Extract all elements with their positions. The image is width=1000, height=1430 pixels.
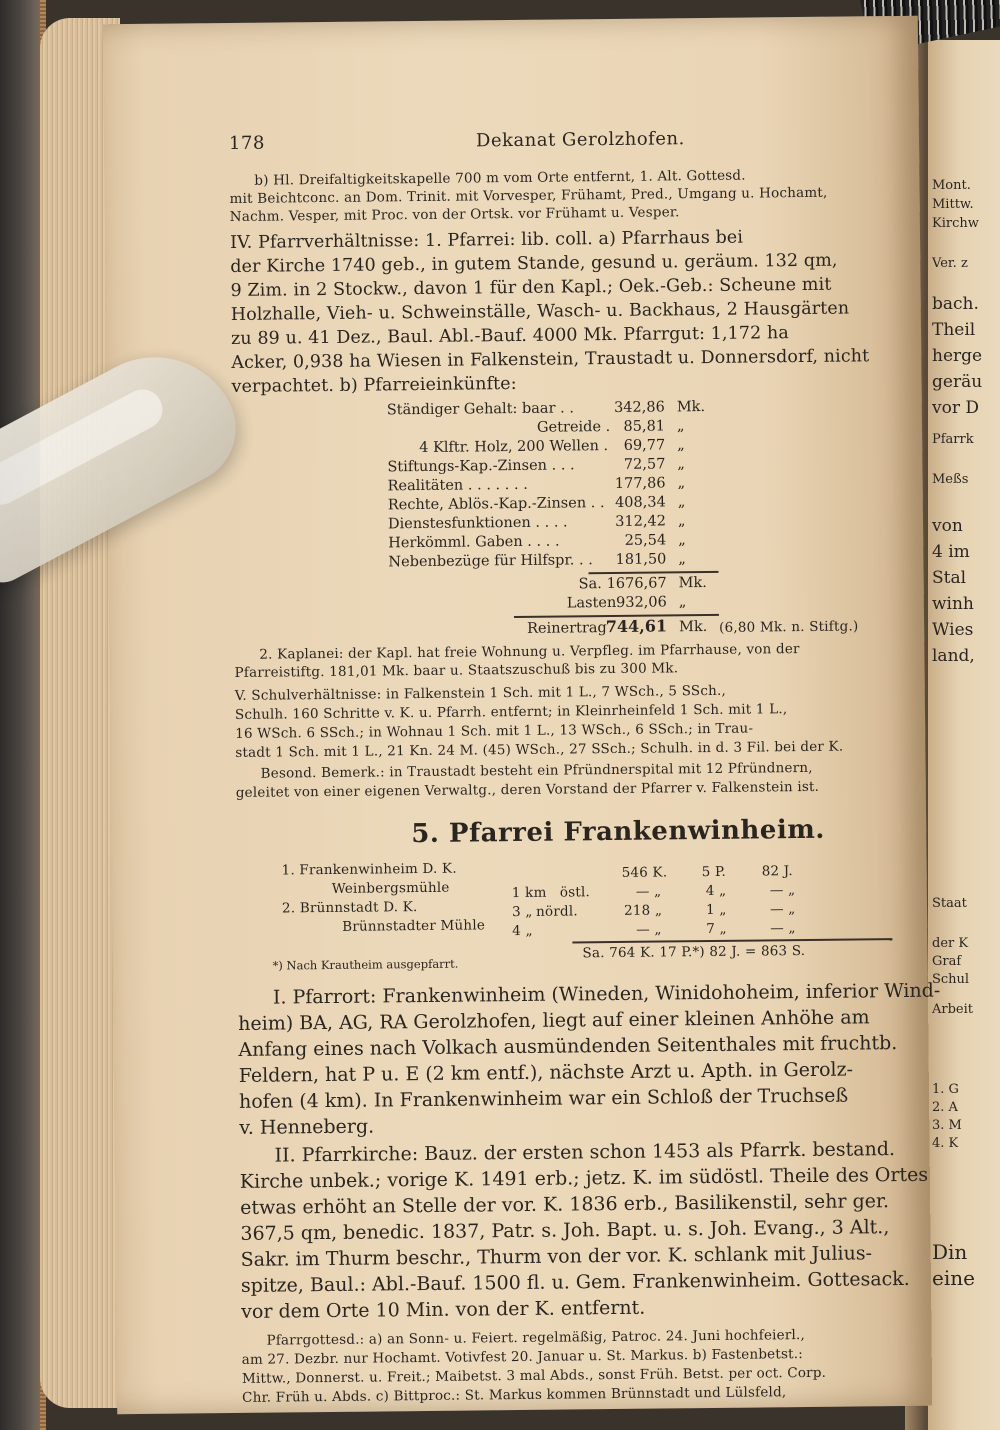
place-dist: 3 „ (511, 903, 533, 921)
text-line: am 27. Dezbr. nur Hochamt. Votivfest 20. Januar u. St. Markus. b) Fastenbetst.: (241, 1346, 804, 1368)
right-fragment: Graf (932, 954, 962, 969)
income-unit: „ (677, 513, 686, 530)
income-unit: „ (677, 456, 685, 473)
income-label: Ständiger Gehalt: baar . . (386, 400, 575, 419)
page-number: 178 (228, 132, 265, 154)
income-label: Dienstesfunktionen . . . . (387, 514, 568, 533)
text-line: heim) BA, AG, RA Gerolzhofen, liegt auf einer kleinen Anhöhe am (238, 1006, 870, 1035)
right-fragment: land, (932, 646, 975, 666)
section-heading-pfarrkirche: II. Pfarrkirche: Bauz. der ersten schon 1453 als Pfarrk. bestand. (274, 1138, 896, 1167)
right-page (928, 40, 1000, 1430)
right-fragment: 2. A (932, 1100, 958, 1115)
right-fragment: von (932, 516, 963, 536)
text-line: 16 WSch. 6 SSch.; in Wohnau 1 Sch. mit 1 L., 13 WSch., 6 SSch.; in Trau- (235, 720, 754, 742)
text-line: Feldern, hat P u. E (2 km entf.), nächste Arzt u. Apth. in Gerolz- (238, 1058, 854, 1087)
place-dist: 4 „ (512, 922, 533, 940)
place-p: 1 „ (705, 901, 727, 919)
text-line: mit Beichtconc. an Dom. Trinit. mit Vorvesper, Frühamt, Pred., Umgang u. Hochamt, (229, 184, 828, 207)
income-unit: „ (677, 437, 685, 454)
income-value: 181,50 (615, 551, 667, 568)
right-fragment: 1. G (932, 1082, 959, 1097)
left-page (103, 16, 941, 1414)
place-j: — „ (769, 901, 796, 918)
text-line: spitze, Baul.: Abl.-Bauf. 1500 fl. u. Gem. Frankenwinheim. Gottesack. (240, 1267, 910, 1297)
text-line: Acker, 0,938 ha Wiesen in Falkenstein, Traustadt u. Donnersdorf, nicht (231, 346, 870, 373)
place-j: — „ (769, 882, 796, 899)
text-line: Chr. Früh u. Abds. c) Bittproc.: St. Markus kommen Brünnstadt und Lülsfeld, (242, 1384, 787, 1406)
income-value: 25,54 (624, 532, 667, 549)
section-heading-pfarrort: I. Pfarrort: Frankenwinheim (Wineden, Winidohoheim, inferior Wind- (272, 979, 941, 1009)
income-value: 408,34 (614, 494, 666, 511)
text-line: Besond. Bemerk.: in Traustadt besteht ein Pfründnerspital mit 12 Pfründnern, (260, 759, 813, 782)
text-line: Kirche unbek.; vorige K. 1491 erb.; jetz. K. im südöstl. Theile des Ortes (239, 1163, 929, 1193)
text-line: der Kirche 1740 geb., in gutem Stande, gesund u. geräum. 132 qm, (230, 250, 838, 277)
section-heading-schulverhaeltnisse: V. Schulverhältnisse: in Falkenstein 1 Sch. mit 1 L., 7 WSch., 5 SSch., (234, 682, 727, 704)
income-label: Realitäten . . . . . . . (387, 476, 528, 495)
place-k: — „ (635, 883, 662, 900)
place-p: 5 P. (701, 863, 727, 881)
income-unit: „ (676, 418, 685, 435)
income-label: Stiftungs-Kap.-Zinsen . . . (387, 457, 575, 476)
reinertrag-note: (6,80 Mk. n. Stiftg.) (719, 618, 859, 636)
place-name: 2. Brünnstadt D. K. (281, 899, 418, 917)
place-j: — „ (770, 920, 796, 937)
sum-label: Sa. (578, 576, 602, 593)
right-fragment: 4 im (932, 542, 970, 562)
text-line: 9 Zim. in 2 Stockw., davon 1 für den Kapl.; Oek.-Geb.: Scheune mit (230, 274, 832, 301)
right-fragment: Stal (932, 568, 967, 588)
right-fragment: herge (932, 346, 983, 366)
place-k: 218 „ (623, 902, 663, 919)
income-value: 72,57 (623, 456, 666, 473)
place-j: 82 J. (761, 863, 793, 880)
place-dir: östl. (559, 884, 591, 901)
text-line: Pfarreistiftg. 181,01 Mk. baar u. Staatszuschuß bis zu 300 Mk. (234, 660, 679, 681)
right-fragment: Ver. z (932, 256, 968, 271)
income-value: 177,86 (614, 475, 666, 492)
text-line: zu 89 u. 41 Dez., Baul. Abl.-Bauf. 4000 Mk. Pfarrgut: 1,172 ha (230, 323, 789, 349)
reinertrag-label: Reinertrag (527, 620, 607, 637)
text-line: etwas erhöht an Stelle der vor. K. 1836 erb., Basilikenstil, sehr ger. (240, 1190, 890, 1219)
text-line: Holzhalle, Vieh- u. Schweinställe, Wasch- u. Backhaus, 2 Hausgärten (230, 298, 850, 325)
right-fragment: 3. M (932, 1118, 962, 1133)
right-fragment: 4. K (932, 1136, 959, 1151)
reinertrag-value: 744,61 (605, 616, 668, 637)
footnote: *) Nach Krautheim ausgepfarrt. (272, 956, 459, 973)
text-line: Pfarrgottesd.: a) an Sonn- u. Feiert. regelmäßig, Patroc. 24. Juni hochfeierl., (266, 1327, 806, 1349)
place-name: 1. Frankenwinheim D. K. (281, 860, 457, 879)
sum-unit: Mk. (678, 575, 707, 592)
text-line: b) Hl. Dreifaltigkeitskapelle 700 m vom Orte entfernt, 1. Alt. Gottesd. (254, 167, 746, 189)
places-total: Sa. 764 K. 17 P.*) 82 J. = 863 S. (582, 943, 806, 962)
right-fragment: Mittw. (932, 197, 974, 212)
right-fragment: bach. (932, 294, 979, 314)
right-fragment: vor D (932, 398, 979, 418)
text-line: Schulh. 160 Schritte v. K. u. Pfarrh. entfernt; in Kleinrheinfeld 1 Sch. mit 1 L., (234, 701, 788, 723)
place-name: Brünnstadter Mühle (342, 917, 486, 935)
income-label: Nebenbezüge für Hilfspr. . . (388, 552, 593, 571)
income-unit: „ (678, 551, 686, 568)
income-unit: „ (677, 494, 686, 511)
right-fragment: Theil (932, 320, 976, 340)
income-value: 85,81 (623, 418, 666, 435)
reinertrag-unit: Mk. (679, 619, 708, 636)
text-line: 367,5 qm, benedic. 1837, Patr. s. Joh. Bapt. u. s. Joh. Evang., 3 Alt., (240, 1216, 890, 1245)
right-fragment: Pfarrk (932, 432, 974, 447)
right-fragment: Kirchw (932, 216, 979, 231)
income-value: 342,86 (613, 399, 665, 416)
right-fragment: Arbeit (932, 1002, 973, 1017)
lasten-value: 932,06 (615, 594, 667, 611)
right-fragment: Mont. (932, 178, 971, 193)
lasten-label: Lasten (566, 594, 617, 612)
income-label: 4 Klftr. Holz, 200 Wellen . (419, 438, 609, 457)
place-k: — „ (636, 921, 662, 938)
place-dir: nördl. (535, 903, 578, 920)
text-line: v. Henneberg. (239, 1115, 375, 1139)
sum-value: 1676,67 (606, 575, 667, 593)
place-name: Weinbergsmühle (331, 879, 450, 897)
text-line: Nachm. Vesper, mit Proc. von der Ortsk. vor Frühamt u. Vesper. (229, 204, 680, 225)
place-k: 546 K. (621, 864, 668, 881)
text-line: Mittw., Donnerst. u. Freit.; Maibetst. 3 mal Abds., sonst Früh. Betst. per oct. Corp. (241, 1364, 827, 1387)
text-line: Anfang eines nach Volkach ausmündenden Seitenthales mit fruchtb. (238, 1032, 898, 1061)
place-p: 7 „ (706, 920, 727, 938)
income-label: Getreide . (536, 419, 611, 436)
income-value: 312,42 (615, 513, 667, 530)
right-fragment: der K (932, 936, 969, 951)
income-unit: „ (678, 532, 686, 549)
place-p: 4 „ (705, 882, 727, 900)
right-fragment: Schul (932, 972, 970, 987)
text-line: geleitet von einer eigenen Verwaltg., deren Vorstand der Pfarrer v. Falkenstein ist. (235, 778, 820, 801)
income-label: Rechte, Ablös.-Kap.-Zinsen . . (387, 495, 605, 514)
parish-title: 5. Pfarrei Frankenwinheim. (411, 814, 825, 850)
right-fragment: Staat (932, 896, 967, 911)
total-rule (572, 938, 892, 943)
income-value: 69,77 (623, 437, 666, 454)
section-heading-pfarrverhaeltnisse: IV. Pfarrverhältnisse: 1. Pfarrei: lib. coll. a) Pfarrhaus bei (229, 227, 744, 253)
income-unit: „ (677, 475, 686, 492)
right-fragment: winh (932, 594, 974, 614)
right-fragment: Din (932, 1240, 968, 1264)
right-fragment: eine (932, 1266, 975, 1290)
text-line: hofen (4 km). In Frankenwinheim war ein Schloß der Truchseß (238, 1084, 849, 1113)
text-line: vor dem Orte 10 Min. von der K. entfernt. (241, 1296, 646, 1323)
right-fragment: Wies (932, 620, 974, 640)
income-label: Herkömml. Gaben . . . . (388, 533, 560, 552)
text-line: 2. Kaplanei: der Kapl. hat freie Wohnung u. Verpfleg. im Pfarrhause, von der (259, 641, 800, 663)
text-line: Sakr. im Thurm beschr., Thurm von der vor. K. schlank mit Julius- (240, 1242, 873, 1271)
text-line: stadt 1 Sch. mit 1 L., 21 Kn. 24 M. (45) WSch., 27 SSch.; Schulh. in d. 3 Fil. bei der K. (235, 738, 844, 761)
text-line: verpachtet. b) Pfarreieinkünfte: (231, 373, 517, 397)
place-dist: 1 km (511, 884, 547, 902)
right-fragment: geräu (932, 372, 983, 392)
right-fragment: Meßs (932, 472, 969, 487)
sum-rule (589, 571, 719, 574)
income-unit: Mk. (676, 399, 706, 416)
running-title: Dekanat Gerolzhofen. (475, 128, 685, 152)
lasten-unit: „ (678, 594, 687, 611)
